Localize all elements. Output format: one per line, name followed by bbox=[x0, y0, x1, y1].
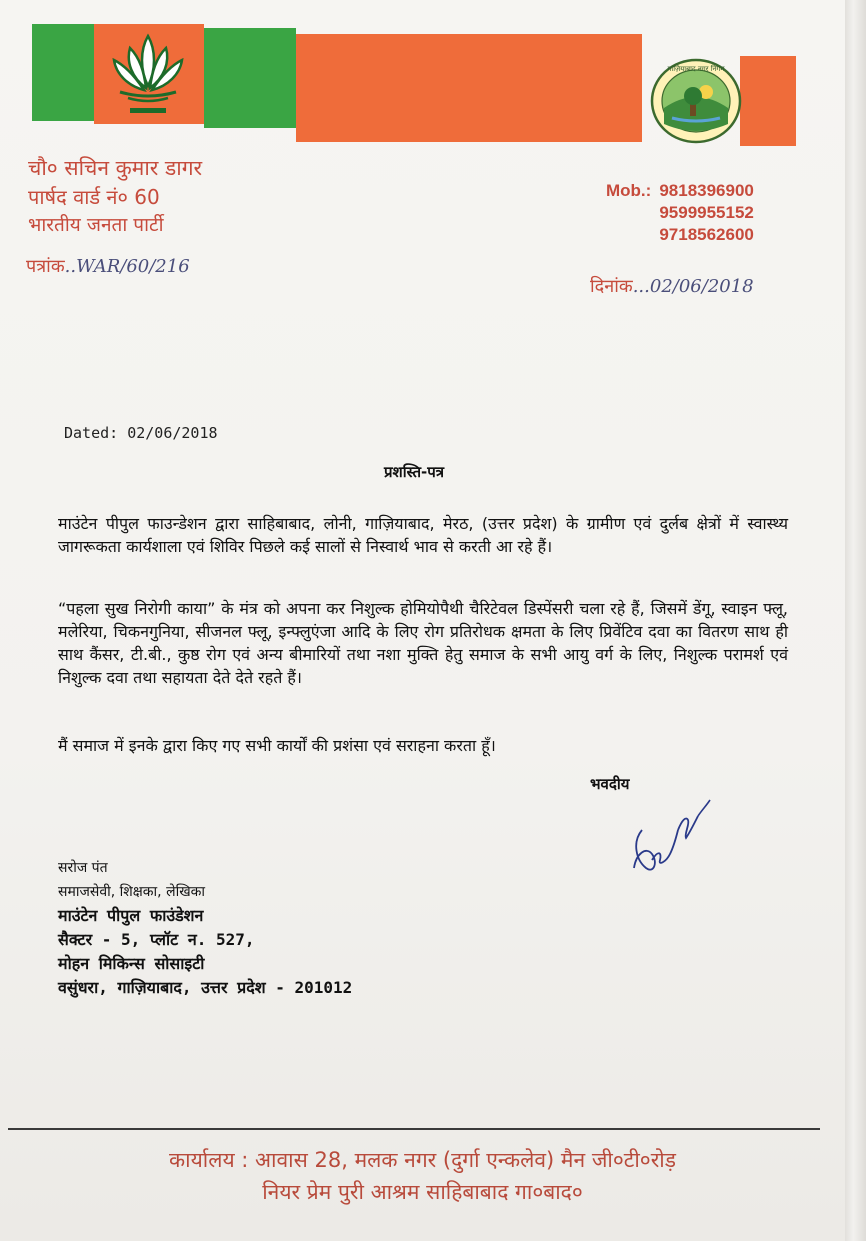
mobile-number-3: 9718562600 bbox=[659, 225, 754, 244]
mobile-label: Mob.: bbox=[606, 181, 652, 200]
seal-logo-icon bbox=[650, 58, 742, 144]
ward-number: पार्षद वार्ड नं० 60 bbox=[28, 185, 160, 209]
recipient-org: माउंटेन पीपुल फाउंडेशन bbox=[58, 906, 204, 925]
paragraph-3: मैं समाज में इनके द्वारा किए गए सभी कार्यों की प्रशंसा एवं सराहना करता हूँ। bbox=[58, 736, 496, 755]
address-line-3: वसुंधरा, गाज़ियाबाद, उत्तर प्रदेश - 201012 bbox=[58, 978, 353, 997]
paragraph-2: “पहला सुख निरोगी काया” के मंत्र को अपना कर निशुल्क होमियोपैथी चैरिटेवल डिस्पेंसरी चला रहे हैं, जिसमें डेंगू, स्वाइन फ्लू, मलेरिया, चिकनगुनिया, सीजनल फ्लू, इन्फ्लुएंजा आदि के लिए रोग प्रतिरोधक क्षमता के लिए प्रिवेंटिव दवा का वितरण साथ ही साथ कैंसर, टी.बी., कुष्ठ रोग एवं अन्य बीमारियों तथा नशा मुक्ति हेतु समाज के सभी आयु वर्ग के लिए, निशुल्क परामर्श एवं निशुल्क दवा तथा सहायता देते देते रहते हैं। bbox=[58, 599, 788, 687]
paper-edge bbox=[845, 0, 866, 1241]
date-label: दिनांक bbox=[590, 276, 633, 297]
reference-value: WAR/60/216 bbox=[76, 256, 190, 277]
office-address-line-1: कार्यालय : आवास 28, मलक नगर (दुर्गा एन्कलेव) मैन जी०टी०रोड़ bbox=[169, 1148, 676, 1172]
recipient-address bbox=[58, 856, 352, 1000]
green-band-middle bbox=[204, 28, 296, 128]
saffron-band-right bbox=[740, 56, 796, 146]
reference-label: पत्रांक bbox=[26, 256, 65, 277]
closing: भवदीय bbox=[590, 775, 630, 793]
office-address-line-2: नियर प्रेम पुरी आश्रम साहिबाबाद गा०बाद० bbox=[262, 1180, 583, 1204]
mobile-number-2: 9599955152 bbox=[659, 203, 754, 222]
paragraph-1: माउंटेन पीपुल फाउन्डेशन द्वारा साहिबाबाद, लोनी, गाज़ियाबाद, मेरठ, (उत्तर प्रदेश) के ग्रामीण एवं दुर्लब क्षेत्रों में स्वास्थ्य जागरूकता कार्यशाला एवं शिविर पिछले कई सालों से निस्वार्थ भाव से करती आ रहे हैं। bbox=[58, 514, 788, 556]
document-title: प्रशस्ति-पत्र bbox=[384, 463, 445, 481]
green-band-left bbox=[32, 24, 94, 121]
signature bbox=[628, 790, 718, 880]
saffron-band-wide bbox=[296, 34, 642, 142]
mobile-number-1: 9818396900 bbox=[659, 181, 754, 200]
footer-divider bbox=[8, 1128, 820, 1130]
seal-text: गाज़ियाबाद नगर निगम bbox=[667, 65, 725, 73]
councillor-name: चौ० सचिन कुमार डागर bbox=[28, 156, 203, 180]
dated-line: Dated: 02/06/2018 bbox=[64, 424, 218, 442]
date-value: 02/06/2018 bbox=[649, 276, 754, 297]
address-line-2: मोहन मिकिन्स सोसाइटी bbox=[58, 954, 205, 973]
address-line-1: सैक्टर - 5, प्लॉट न. 527, bbox=[58, 930, 255, 949]
party-name: भारतीय जनता पार्टी bbox=[28, 214, 164, 236]
letter-date: दिनांक...02/06/2018 bbox=[590, 276, 754, 297]
recipient-role: समाजसेवी, शिक्षका, लेखिका bbox=[58, 884, 206, 900]
mobile-block bbox=[606, 180, 754, 246]
reference-number: पत्रांक..WAR/60/216 bbox=[26, 256, 190, 277]
recipient-name: सरोज पंत bbox=[58, 860, 108, 876]
lotus-logo-icon bbox=[100, 26, 196, 120]
